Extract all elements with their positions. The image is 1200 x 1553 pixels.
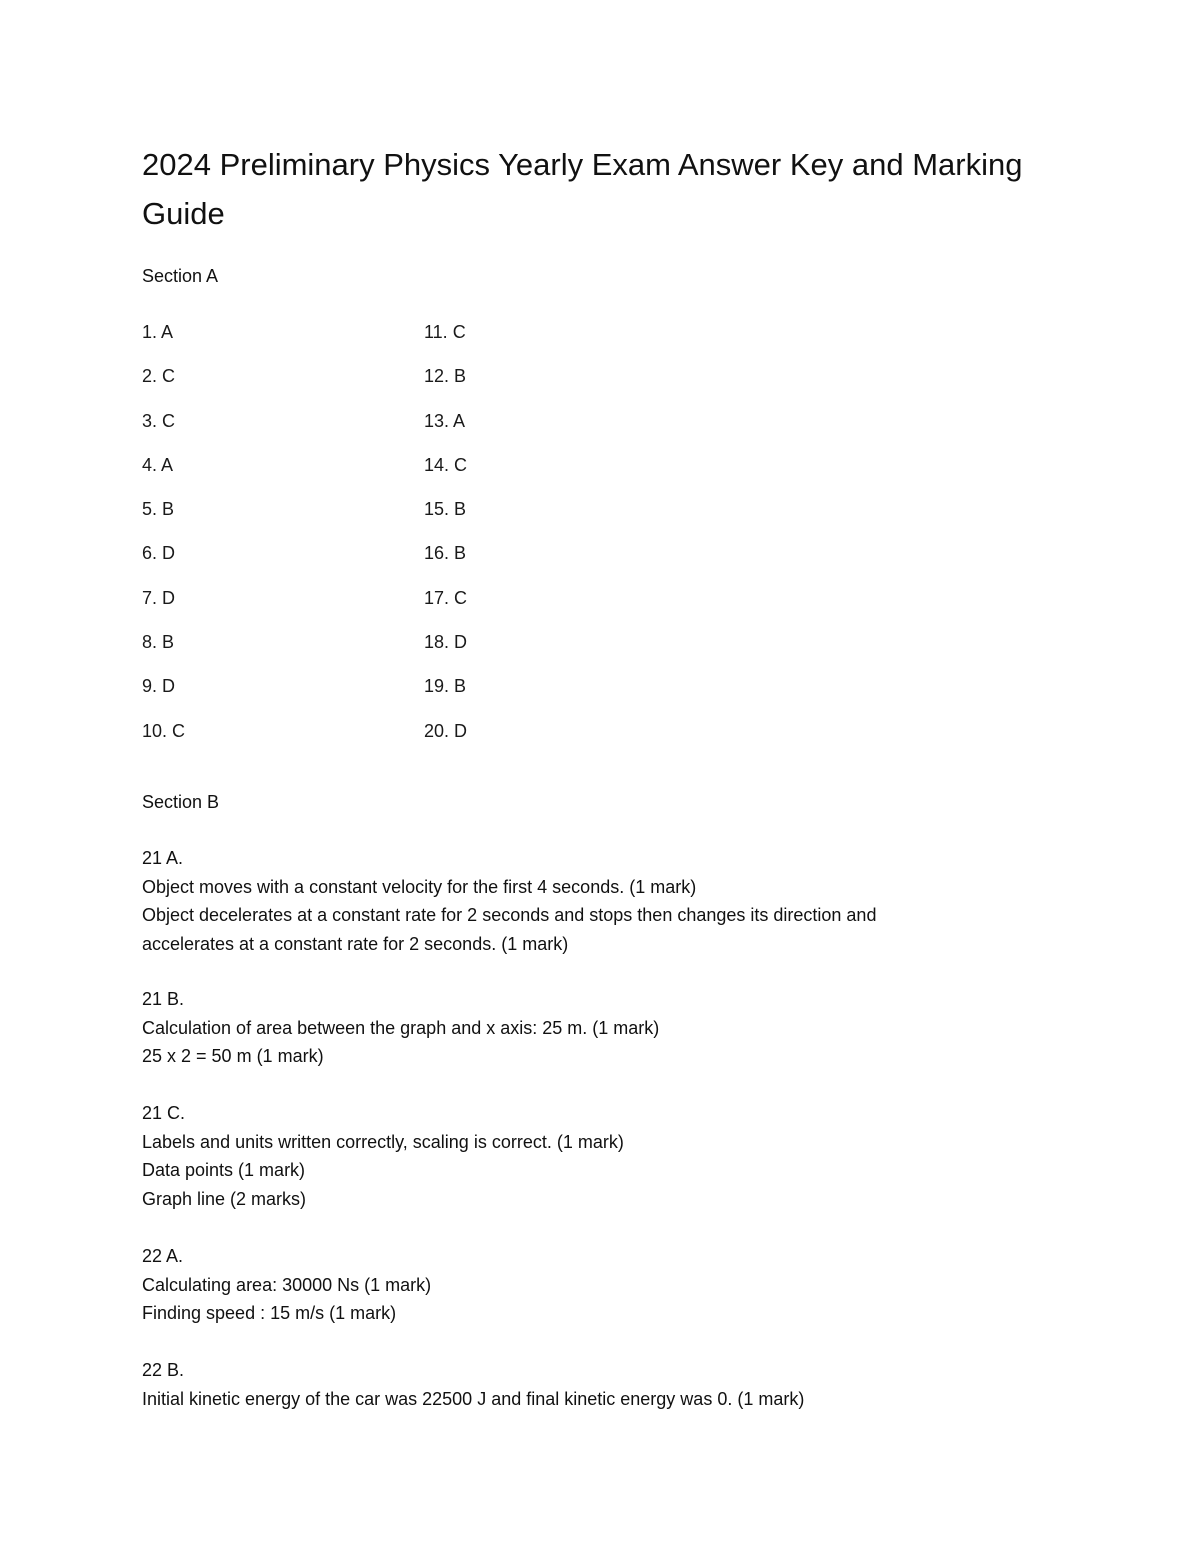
answer-row xyxy=(142,539,742,583)
item-label: 22 A. xyxy=(142,1246,184,1266)
section-a-heading: Section A xyxy=(142,266,219,286)
section-b-heading: Section B xyxy=(142,792,220,812)
answer-q5: 5. B xyxy=(142,499,175,520)
answer-row xyxy=(142,362,742,406)
answer-q10: 10. C xyxy=(142,720,186,741)
answer-q4: 4. A xyxy=(142,454,174,475)
item-line: Calculation of area between the graph and x axis: 25 m. (1 mark) xyxy=(142,1017,660,1038)
item-line: Data points (1 mark) xyxy=(142,1160,306,1180)
answer-q11: 11. C xyxy=(424,322,466,342)
item-label: 22 B. xyxy=(142,1360,185,1380)
answer-q7: 7. D xyxy=(142,587,176,608)
item-line: Finding speed : 15 m/s (1 mark) xyxy=(142,1303,397,1323)
answer-q12: 12. B xyxy=(424,366,467,387)
item-line: Initial kinetic energy of the car was 22500 J and final kinetic energy was 0. (1 mark) xyxy=(142,1388,805,1409)
answer-q14: 14. C xyxy=(424,454,468,475)
item-line: Object moves with a constant velocity for the first 4 seconds. (1 mark) xyxy=(142,876,697,897)
answer-q13: 13. A xyxy=(424,410,466,431)
answer-q17: 17. C xyxy=(424,587,468,608)
item-line: Graph line (2 marks) xyxy=(142,1188,307,1209)
answer-row xyxy=(142,318,742,362)
marking-item-22b xyxy=(142,1356,1042,1413)
answer-row xyxy=(142,451,742,495)
item-line: accelerates at a constant rate for 2 seconds. (1 mark) xyxy=(142,933,569,954)
answer-q8: 8. B xyxy=(142,632,175,653)
answer-q2: 2. C xyxy=(142,366,176,387)
item-label: 21 B. xyxy=(142,989,185,1009)
answer-row xyxy=(142,672,742,716)
answer-row xyxy=(142,628,742,672)
item-label: 21 A. xyxy=(142,848,184,868)
answer-q20: 20. D xyxy=(424,720,468,741)
answer-q3: 3. C xyxy=(142,410,176,431)
answer-q1: 1. A xyxy=(142,322,174,342)
marking-item-21c xyxy=(142,1099,1042,1213)
marking-item-21a xyxy=(142,844,1042,958)
answer-q9: 9. D xyxy=(142,676,176,697)
document-title: 2024 Preliminary Physics Yearly Exam Answer Key and Marking Guide xyxy=(142,147,1023,231)
item-line: Object decelerates at a constant rate for 2 seconds and stops then changes its direction and xyxy=(142,905,877,925)
answer-q16: 16. B xyxy=(424,543,467,564)
answer-q19: 19. B xyxy=(424,676,467,697)
answer-row xyxy=(142,407,742,451)
answer-row xyxy=(142,584,742,628)
item-label: 21 C. xyxy=(142,1103,186,1123)
marking-item-22a xyxy=(142,1242,1042,1328)
answer-q6: 6. D xyxy=(142,543,176,564)
section-a-answer-list xyxy=(142,318,742,761)
answer-q15: 15. B xyxy=(424,499,467,520)
item-line: Labels and units written correctly, scaling is correct. (1 mark) xyxy=(142,1131,624,1152)
marking-item-21b xyxy=(142,985,1042,1071)
answer-row xyxy=(142,717,742,761)
item-line: Calculating area: 30000 Ns (1 mark) xyxy=(142,1274,432,1295)
answer-q18: 18. D xyxy=(424,632,468,653)
answer-row xyxy=(142,495,742,539)
item-line: 25 x 2 = 50 m (1 mark) xyxy=(142,1046,324,1066)
